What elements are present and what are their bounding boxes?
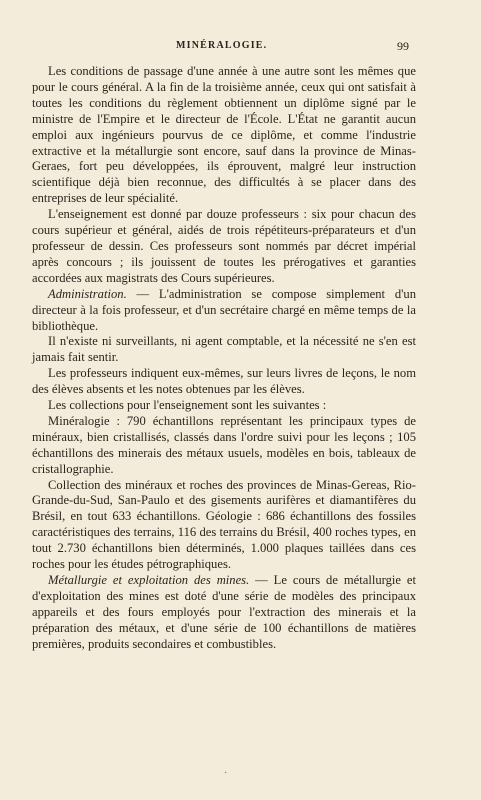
section-lead: Métallurgie et exploitation des mines. [48, 573, 250, 587]
body-text [32, 64, 416, 653]
section-lead: Administration. [48, 286, 127, 301]
paragraph: Les professeurs indiquent eux-mêmes, sur leurs livres de leçons, le nom des élèves absents et les notes obtenues par les élèves. [32, 366, 416, 397]
paragraph: Administration. — L'administration se compose simplement d'un directeur à la fois professeur, et d'un secrétaire chargé en même temps de la bibliothèque. [32, 286, 416, 333]
paragraph: Les conditions de passage d'une année à une autre sont les mêmes que pour le cours général. A la fin de la troisième année, ceux qui ont satisfait à toutes les conditions du règlement obtiennent un diplôme signé par le ministre de l'Empire et le directeur de l'École. L'État ne garantit aucun emploi aux ingénieurs pourvus de ce diplôme, et comme l'industrie extractive et la métallurgie sont encore, sauf dans la province de Minas-Geraes, fort peu développées, ils éprouvent, malgré leur instruction scientifique déjà bien reconnue, des difficultés à se placer dans des entreprises de leur spécialité. [32, 64, 416, 206]
footer-mark: · [224, 768, 228, 779]
paragraph: Collection des minéraux et roches des provinces de Minas-Gereas, Rio-Grande-du-Sud, San-Paulo et des gisements aurifères et diamantifères du Brésil, en tout 633 échantillons. Géologie : 686 échantillons des fossiles caractéristiques des terrains, 116 des terrains du Brésil, 400 roches types, en tout 2.730 échantillons bien déterminés, 1.000 plaques taillées dans ces roches pour les études pétrographiques. [32, 477, 416, 572]
chapter-title: MINÉRALOGIE. [176, 40, 268, 51]
paragraph: Métallurgie et exploitation des mines. — Le cours de métallurgie et d'exploitation des mines est doté d'une série de modèles des principaux appareils et des fours employés pour l'extraction des minerais et la préparation des métaux, et d'une série de 100 échantillons de matières premières, produits secondaires et combustibles. [32, 573, 416, 651]
paragraph: L'enseignement est donné par douze professeurs : six pour chacun des cours supérieur et général, aidés de trois répétiteurs-préparateurs et d'un professeur de dessin. Ces professeurs sont nommés par décret impérial après concours ; ils jouissent de toutes les prérogatives et garanties accordées aux magistrats des Cours supérieures. [32, 207, 416, 285]
paragraph: Il n'existe ni surveillants, ni agent comptable, et la nécessité ne s'en est jamais fait sentir. [32, 334, 416, 365]
paragraph: Minéralogie : 790 échantillons représentant les principaux types de minéraux, bien cristallisés, classés dans l'ordre suivi pour les leçons ; 105 échantillons des minerais des métaux usuels, modèles en bois, tableaux de cristallographie. [32, 413, 416, 476]
running-head [0, 40, 481, 56]
page-number: 99 [397, 39, 409, 53]
paragraph: Les collections pour l'enseignement sont les suivantes : [48, 398, 327, 413]
